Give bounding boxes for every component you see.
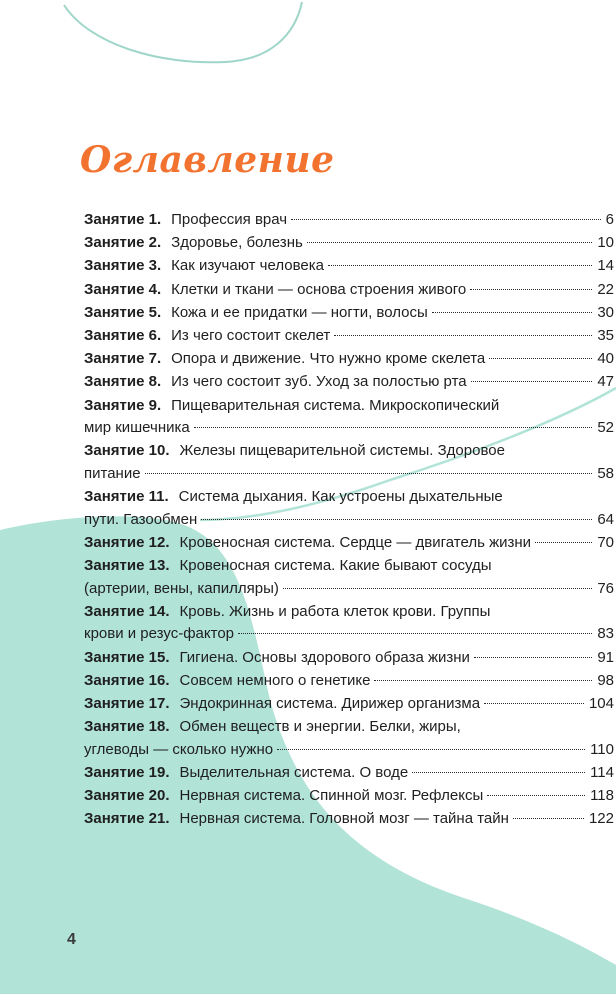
lesson-title: Из чего состоит зуб. Уход за полостью рта <box>171 373 467 391</box>
lesson-label: Занятие 4. <box>84 280 162 298</box>
toc-line <box>84 808 614 831</box>
lesson-title: Система дыхания. Как устроены дыхательные <box>178 488 503 506</box>
lesson-label: Занятие 5. <box>84 303 162 321</box>
lesson-label: Занятие 15. <box>84 648 170 666</box>
toc-line <box>84 647 614 670</box>
toc-line <box>84 532 614 555</box>
lesson-title: Опора и движение. Что нужно кроме скелета <box>171 350 486 368</box>
dot-leader <box>470 289 592 290</box>
lesson-title: Обмен веществ и энергии. Белки, жиры, <box>179 718 461 736</box>
toc-entry <box>84 601 614 646</box>
lesson-label: Занятие 19. <box>84 763 170 781</box>
lesson-label: Занятие 8. <box>84 373 162 391</box>
lesson-title: (артерии, вены, капилляры) <box>84 579 279 597</box>
page-title: Оглавление <box>80 139 335 181</box>
toc-line <box>84 255 614 278</box>
lesson-title: Кожа и ее придатки — ногти, волосы <box>171 303 428 321</box>
lesson-title: углеводы — сколько нужно <box>84 740 274 758</box>
page-ref: 52 <box>597 419 614 437</box>
page-ref: 40 <box>597 350 614 368</box>
toc-line <box>84 670 614 693</box>
lesson-title: Выделительная система. О воде <box>179 763 409 781</box>
dot-leader <box>291 219 601 220</box>
dot-leader <box>328 265 592 266</box>
dot-leader <box>487 795 585 796</box>
page-ref: 14 <box>597 257 614 275</box>
lesson-label: Занятие 14. <box>84 602 170 620</box>
toc-entry <box>84 371 614 394</box>
toc-line <box>84 716 614 739</box>
lesson-title: Клетки и ткани — основа строения живого <box>171 280 467 298</box>
dot-leader <box>432 312 593 313</box>
lesson-title: Как изучают человека <box>171 257 324 275</box>
dot-leader <box>194 427 593 428</box>
toc-line <box>84 417 614 440</box>
lesson-title: Железы пищеварительной системы. Здоровое <box>179 442 505 460</box>
dot-leader <box>277 749 585 750</box>
dot-leader <box>474 657 592 658</box>
toc-entry <box>84 232 614 255</box>
dot-leader <box>238 633 592 634</box>
lesson-title: Гигиена. Основы здорового образа жизни <box>179 648 470 666</box>
page-ref: 64 <box>597 510 614 528</box>
lesson-label: Занятие 21. <box>84 810 170 828</box>
toc-line <box>84 486 614 509</box>
lesson-title: Кровеносная система. Сердце — двигатель жизни <box>179 533 532 551</box>
lesson-label: Занятие 13. <box>84 557 170 575</box>
toc-line <box>84 762 614 785</box>
lesson-title: Нервная система. Головной мозг — тайна тайн <box>179 810 509 828</box>
dot-leader <box>145 473 593 474</box>
page-ref: 58 <box>597 464 614 482</box>
toc-line <box>84 555 614 578</box>
lesson-title: Из чего состоит скелет <box>171 326 331 344</box>
dot-leader <box>374 680 592 681</box>
lesson-label: Занятие 17. <box>84 694 170 712</box>
lesson-label: Занятие 10. <box>84 442 170 460</box>
toc-line <box>84 209 614 232</box>
toc-entry <box>84 808 614 831</box>
toc-entry <box>84 716 614 761</box>
page-ref: 70 <box>597 533 614 551</box>
toc-entry <box>84 348 614 371</box>
top-swirl-line <box>64 2 302 62</box>
page-ref: 6 <box>605 211 614 228</box>
dot-leader <box>412 772 585 773</box>
toc-entry <box>84 693 614 716</box>
dot-leader <box>535 542 592 543</box>
lesson-label: Занятие 7. <box>84 350 162 368</box>
toc-entry <box>84 532 614 555</box>
toc-line <box>84 371 614 394</box>
lesson-title: Эндокринная система. Дирижер организма <box>179 694 481 712</box>
toc-line <box>84 232 614 255</box>
page-ref: 98 <box>597 671 614 689</box>
dot-leader <box>201 519 592 520</box>
page-number: 4 <box>67 931 76 948</box>
toc-line <box>84 739 614 762</box>
toc-line <box>84 578 614 601</box>
toc-entry <box>84 785 614 808</box>
lesson-label: Занятие 18. <box>84 718 170 736</box>
lesson-label: Занятие 16. <box>84 671 170 689</box>
toc-line <box>84 509 614 532</box>
page-ref: 91 <box>597 648 614 666</box>
page-ref: 114 <box>590 763 614 781</box>
lesson-title: Кровеносная система. Какие бывают сосуды <box>179 557 492 575</box>
lesson-label: Занятие 9. <box>84 396 162 414</box>
lesson-title: Кровь. Жизнь и работа клеток крови. Группы <box>179 602 491 620</box>
lesson-title: Совсем немного о генетике <box>179 671 371 689</box>
lesson-title: мир кишечника <box>84 419 190 437</box>
lesson-label: Занятие 6. <box>84 326 162 344</box>
lesson-label: Занятие 11. <box>84 488 169 506</box>
page-ref: 110 <box>590 740 614 758</box>
toc-entry <box>84 555 614 600</box>
page-ref: 118 <box>590 787 614 805</box>
lesson-title: Пищеварительная система. Микроскопический <box>171 396 500 414</box>
toc-entry <box>84 395 614 440</box>
page-ref: 47 <box>597 373 614 391</box>
dot-leader <box>471 381 593 382</box>
toc-line <box>84 623 614 646</box>
page-ref: 35 <box>597 326 614 344</box>
dot-leader <box>513 818 584 819</box>
lesson-title: Профессия врач <box>171 211 288 228</box>
dot-leader <box>283 588 592 589</box>
toc-line <box>84 395 614 418</box>
lesson-title: пути. Газообмен <box>84 510 198 528</box>
lesson-label: Занятие 2. <box>84 234 162 252</box>
toc-entry <box>84 670 614 693</box>
toc-entry <box>84 762 614 785</box>
toc-entry <box>84 325 614 348</box>
dot-leader <box>334 335 592 336</box>
dot-leader <box>489 358 592 359</box>
toc-line <box>84 279 614 302</box>
page-ref: 10 <box>597 234 614 252</box>
toc-entry <box>84 647 614 670</box>
lesson-title: Здоровье, болезнь <box>171 234 303 252</box>
lesson-title: Нервная система. Спинной мозг. Рефлексы <box>179 787 484 805</box>
dot-leader <box>307 242 593 243</box>
toc-entry <box>84 486 614 531</box>
page-ref: 22 <box>597 280 614 298</box>
toc-line <box>84 601 614 624</box>
page-ref: 76 <box>597 579 614 597</box>
toc-line <box>84 785 614 808</box>
toc-entry <box>84 209 614 232</box>
toc-line <box>84 693 614 716</box>
toc-entry <box>84 255 614 278</box>
dot-leader <box>484 703 584 704</box>
lesson-label: Занятие 1. <box>84 211 162 228</box>
lesson-label: Занятие 20. <box>84 787 170 805</box>
toc-entry <box>84 440 614 485</box>
toc-line <box>84 440 614 463</box>
toc-line <box>84 463 614 486</box>
lesson-label: Занятие 3. <box>84 257 162 275</box>
toc-line <box>84 302 614 325</box>
page-ref: 122 <box>588 810 614 828</box>
toc-entry <box>84 302 614 325</box>
lesson-title: крови и резус-фактор <box>84 625 234 643</box>
page-ref: 104 <box>588 694 614 712</box>
toc-line <box>84 325 614 348</box>
page-ref: 30 <box>597 303 614 321</box>
lesson-title: питание <box>84 464 141 482</box>
toc-line <box>84 348 614 371</box>
table-of-contents <box>84 209 614 832</box>
toc-entry <box>84 279 614 302</box>
page-ref: 83 <box>597 625 614 643</box>
lesson-label: Занятие 12. <box>84 533 170 551</box>
